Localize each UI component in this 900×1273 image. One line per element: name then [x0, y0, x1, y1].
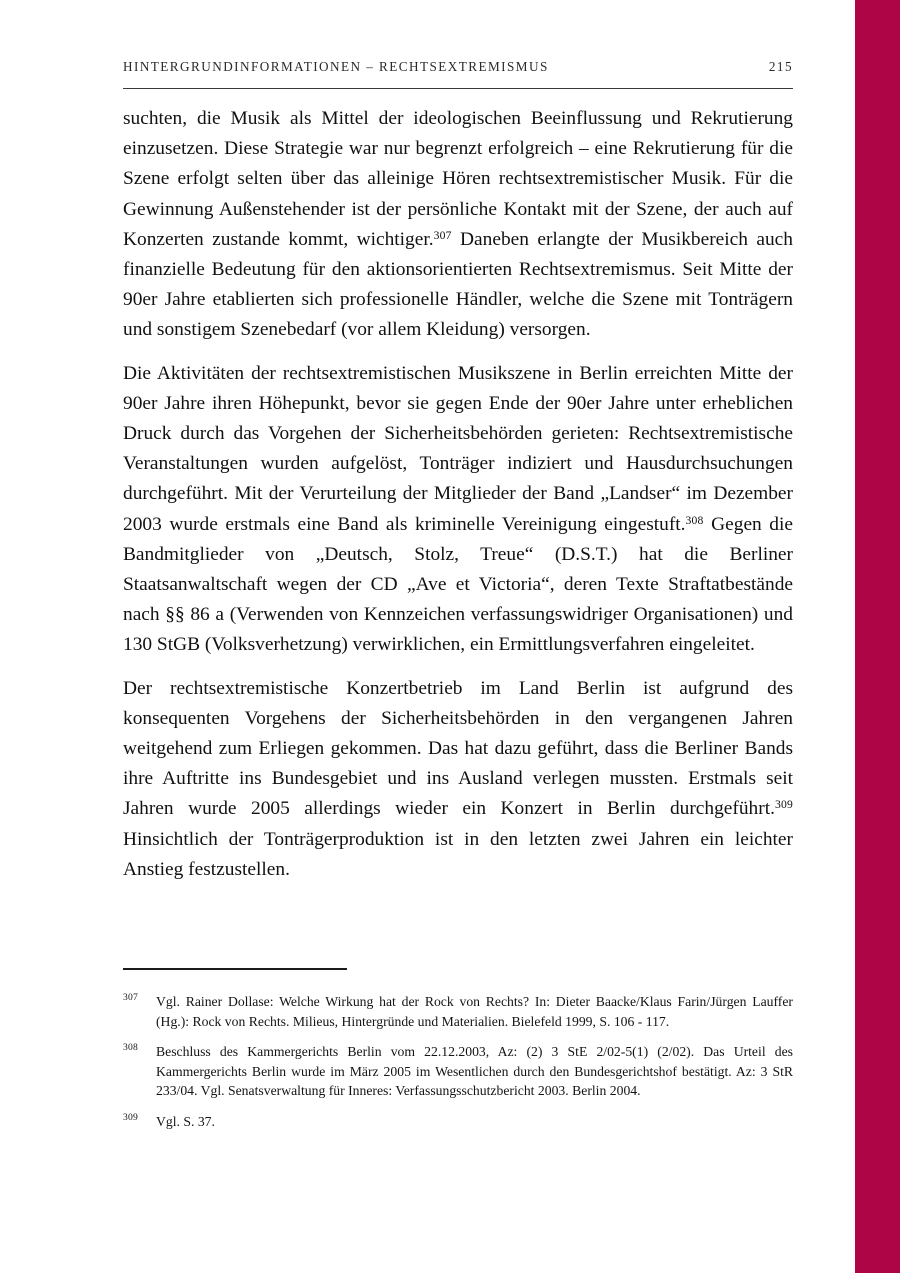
footnote-reference-309[interactable]: 309: [774, 798, 793, 812]
paragraph-text-before-footnote: suchten, die Musik als Mittel der ideologischen Beeinflussung und Rekrutierung einzusetzen. Diese Strategie war nur begrenzt erfolgreich – eine Rekrutierung für die Szene erfolgt selten über das alleinige Hören rechtsextremistischer Musik. Für die Gewinnung Außenstehender ist der persönliche Kontakt mit der Szene, der auch auf Konzerten zustande kommt, wichtiger.: [123, 108, 793, 250]
page-content: [123, 0, 793, 1273]
footnote-reference-308[interactable]: 308: [685, 513, 704, 527]
footnote-marker[interactable]: 307: [123, 992, 138, 1003]
footnote-entry: [123, 1112, 793, 1132]
page-accent-bar: [855, 0, 900, 1273]
body-paragraph: [123, 104, 793, 346]
footnote-text: Beschluss des Kammergerichts Berlin vom 22.12.2003, Az: (2) 3 StE 2/02-5(1) (2/02). Das Urteil des Kammergerichts Berlin wurde im März 2005 im Wesentlichen durch den Bundesgerichtshof bestätigt. Az: 3 StR 233/04. Vgl. Senatsverwaltung für Inneres: Verfassungsschutzbericht 2003. Berlin 2004.: [156, 1044, 793, 1099]
running-header: [123, 60, 793, 89]
footnote-text: Vgl. Rainer Dollase: Welche Wirkung hat der Rock von Rechts? In: Dieter Baacke/Klaus Farin/Jürgen Lauffer (Hg.): Rock von Rechts. Milieus, Hintergründe und Materialien. Bielefeld 1999, S. 106 - 117.: [156, 994, 793, 1029]
footnote-separator-rule: [123, 968, 347, 970]
paragraph-text-after-footnote: Hinsichtlich der Tonträgerproduktion ist in den letzten zwei Jahren ein leichter Anstieg festzustellen.: [123, 828, 793, 880]
footnote-text: Vgl. S. 37.: [156, 1113, 215, 1129]
footnote-reference-307[interactable]: 307: [433, 228, 452, 242]
paragraph-text-after-footnote: Daneben erlangte der Musikbereich auch finanzielle Bedeutung für den aktionsorientierten Rechtsextremismus. Seit Mitte der 90er Jahre etablierten sich professionelle Händler, welche die Szene mit Tonträgern und sonstigem Szenebedarf (vor allem Kleidung) versorgen.: [123, 228, 793, 341]
body-text-column: [123, 104, 793, 885]
footnote-entry: [123, 992, 793, 1031]
footnote-marker[interactable]: 308: [123, 1042, 138, 1054]
paragraph-text-before-footnote: Der rechtsextremistische Konzertbetrieb im Land Berlin ist aufgrund des konsequenten Vorgehens der Sicherheitsbehörden in den vergangenen Jahren weitgehend zum Erliegen gekommen. Das hat dazu geführt, dass die Berliner Bands ihre Auftritte ins Bundesgebiet und ins Ausland verlegen mussten. Erstmals seit Jahren wurde 2005 allerdings wieder ein Konzert in Berlin durchgeführt.: [123, 677, 793, 820]
running-header-title: HINTERGRUNDINFORMATIONEN – RECHTSEXTREMISMUS: [123, 59, 549, 74]
footnote-entry: [123, 1042, 793, 1101]
page-number: 215: [768, 59, 793, 74]
footnote-marker[interactable]: 309: [123, 1111, 138, 1123]
body-paragraph: [123, 674, 793, 885]
paragraph-text-before-footnote: Die Aktivitäten der rechtsextremistischen Musikszene in Berlin erreichten Mitte der 90er Jahre ihren Höhepunkt, bevor sie gegen Ende der 90er Jahre unter erheblichen Druck durch das Vorgehen der Sicherheitsbehörden gerieten: Rechtsextremistische Veranstaltungen wurden aufgelöst, Tonträger indiziert und Hausdurchsuchungen durchgeführt. Mit der Verurteilung der Mitglieder der Band „Landser“ im Dezember 2003 wurde erstmals eine Band als kriminelle Vereinigung eingestuft.: [123, 362, 793, 535]
paragraph-text-after-footnote: Gegen die Bandmitglieder von „Deutsch, Stolz, Treue“ (D.S.T.) hat die Berliner Staatsanwaltschaft wegen der CD „Ave et Victoria“, deren Texte Straftatbestände nach §§ 86 a (Verwenden von Kennzeichen verfassungswidriger Organisationen) und 130 StGB (Volksverhetzung) verwirklichen, ein Ermittlungsverfahren eingeleitet.: [123, 513, 793, 656]
footnote-section: [123, 968, 793, 1132]
body-paragraph: [123, 359, 793, 661]
